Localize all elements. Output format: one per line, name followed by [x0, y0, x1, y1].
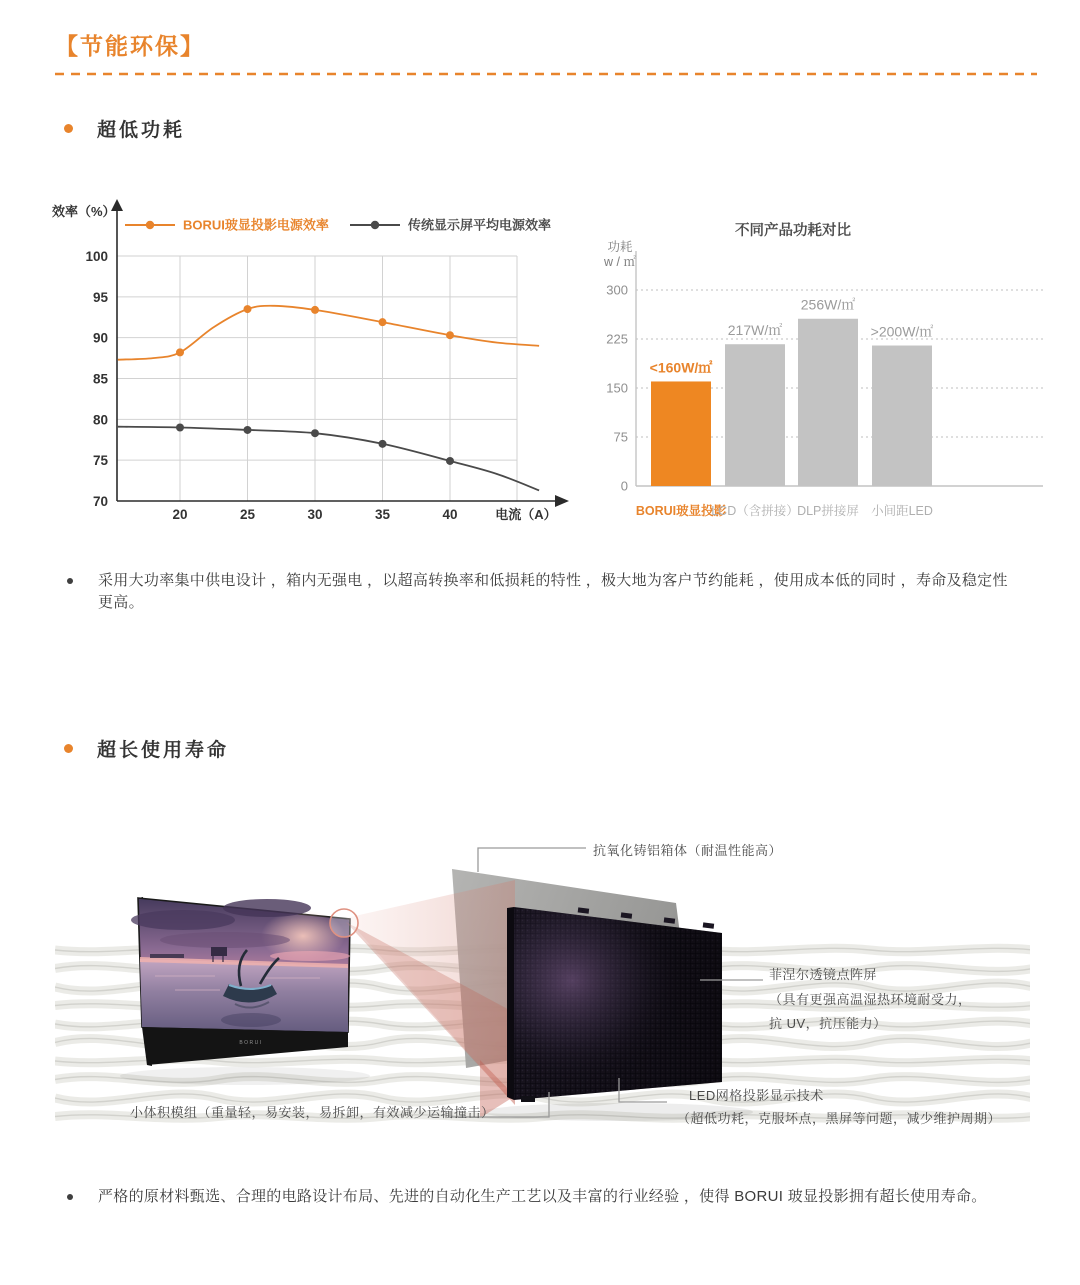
front-display-screen: [131, 897, 350, 1066]
label-fresnel-line1: 菲涅尔透镜点阵屏: [769, 967, 878, 982]
label-led-line1: LED网格投影显示技术: [689, 1088, 824, 1103]
svg-text:0: 0: [620, 478, 628, 494]
label-fresnel-line3: 抗 UV，抗压能力）: [769, 1016, 887, 1031]
svg-text:90: 90: [92, 330, 108, 346]
svg-text:80: 80: [92, 412, 108, 428]
svg-text:效率（%）: 效率（%）: [52, 204, 116, 219]
svg-text:150: 150: [606, 380, 628, 396]
svg-text:w / ㎡: w / ㎡: [604, 255, 636, 269]
paragraph-bullet-icon: [67, 1194, 73, 1200]
svg-text:功耗: 功耗: [607, 240, 633, 254]
svg-text:LCD（含拼接）: LCD（含拼接）: [711, 504, 799, 518]
section-bullet-icon: [64, 124, 73, 133]
section-title-long-life: 超长使用寿命: [97, 740, 230, 761]
magnifier-circle-icon: [330, 909, 358, 937]
svg-text:95: 95: [92, 289, 108, 305]
section-bullet-icon: [64, 744, 73, 753]
label-led-line2: （超低功耗，克服坏点，黑屏等问题，减少维护周期）: [677, 1111, 1002, 1126]
label-module: 小体积模组（重量轻，易安装，易拆卸，有效减少运输撞击）: [130, 1105, 495, 1120]
page-title: 【节能环保】: [55, 33, 205, 59]
svg-text:225: 225: [606, 331, 628, 347]
svg-text:75: 75: [613, 429, 628, 445]
svg-text:40: 40: [442, 507, 458, 522]
power-efficiency-line-chart: [50, 198, 615, 533]
screen-logo: BORUI: [239, 1040, 263, 1046]
paragraph-bullet-icon: [67, 578, 73, 584]
section-title-low-power: 超低功耗: [97, 120, 186, 141]
svg-text:75: 75: [92, 453, 108, 469]
power-consumption-bar-chart: [598, 213, 1068, 528]
led-matrix-panel: [507, 907, 722, 1102]
product-structure-figure: [55, 828, 1030, 1158]
svg-text:BORUI玻显投影电源效率: BORUI玻显投影电源效率: [183, 217, 329, 233]
svg-text:电流（A）: 电流（A）: [495, 507, 557, 522]
label-led-tech: [677, 1084, 1001, 1130]
svg-text:70: 70: [92, 494, 108, 509]
svg-text:25: 25: [239, 507, 256, 522]
label-fresnel-line2: （具有更强高温湿热环境耐受力，: [769, 991, 972, 1007]
svg-text:BORUI玻显投影: BORUI玻显投影: [635, 504, 727, 518]
svg-text:300: 300: [606, 282, 628, 298]
svg-text:85: 85: [92, 371, 108, 387]
svg-text:不同产品功耗对比: 不同产品功耗对比: [735, 223, 851, 239]
svg-text:100: 100: [85, 249, 108, 264]
dashed-divider: [55, 70, 1037, 78]
svg-text:35: 35: [374, 507, 391, 522]
svg-text:DLP拼接屏: DLP拼接屏: [797, 504, 859, 518]
svg-text:20: 20: [172, 507, 188, 522]
low-power-description: 采用大功率集中供电设计 ，箱内无强电 ，以超高转换率和低损耗的特性 ，极大地为客户节约能耗 ，使用成本低的同时 ，寿命及稳定性更高。: [98, 572, 1008, 611]
svg-text:传统显示屏平均电源效率: 传统显示屏平均电源效率: [408, 217, 552, 233]
label-fresnel: [769, 963, 972, 1037]
svg-text:256W/㎡: 256W/㎡: [800, 296, 856, 313]
svg-text:>200W/㎡: >200W/㎡: [870, 323, 934, 340]
svg-text:小间距LED: 小间距LED: [871, 504, 933, 518]
svg-text:217W/㎡: 217W/㎡: [727, 322, 783, 339]
svg-text:30: 30: [307, 507, 323, 522]
svg-text:<160W/㎡: <160W/㎡: [649, 359, 713, 376]
long-life-description: 严格的原材料甄选、合理的电路设计布局、先进的自动化生产工艺以及丰富的行业经验 ，使得 BORUI 玻显投影拥有超长使用寿命。: [98, 1188, 987, 1205]
label-casing: 抗氧化铸铝箱体（耐温性能高）: [593, 843, 783, 858]
